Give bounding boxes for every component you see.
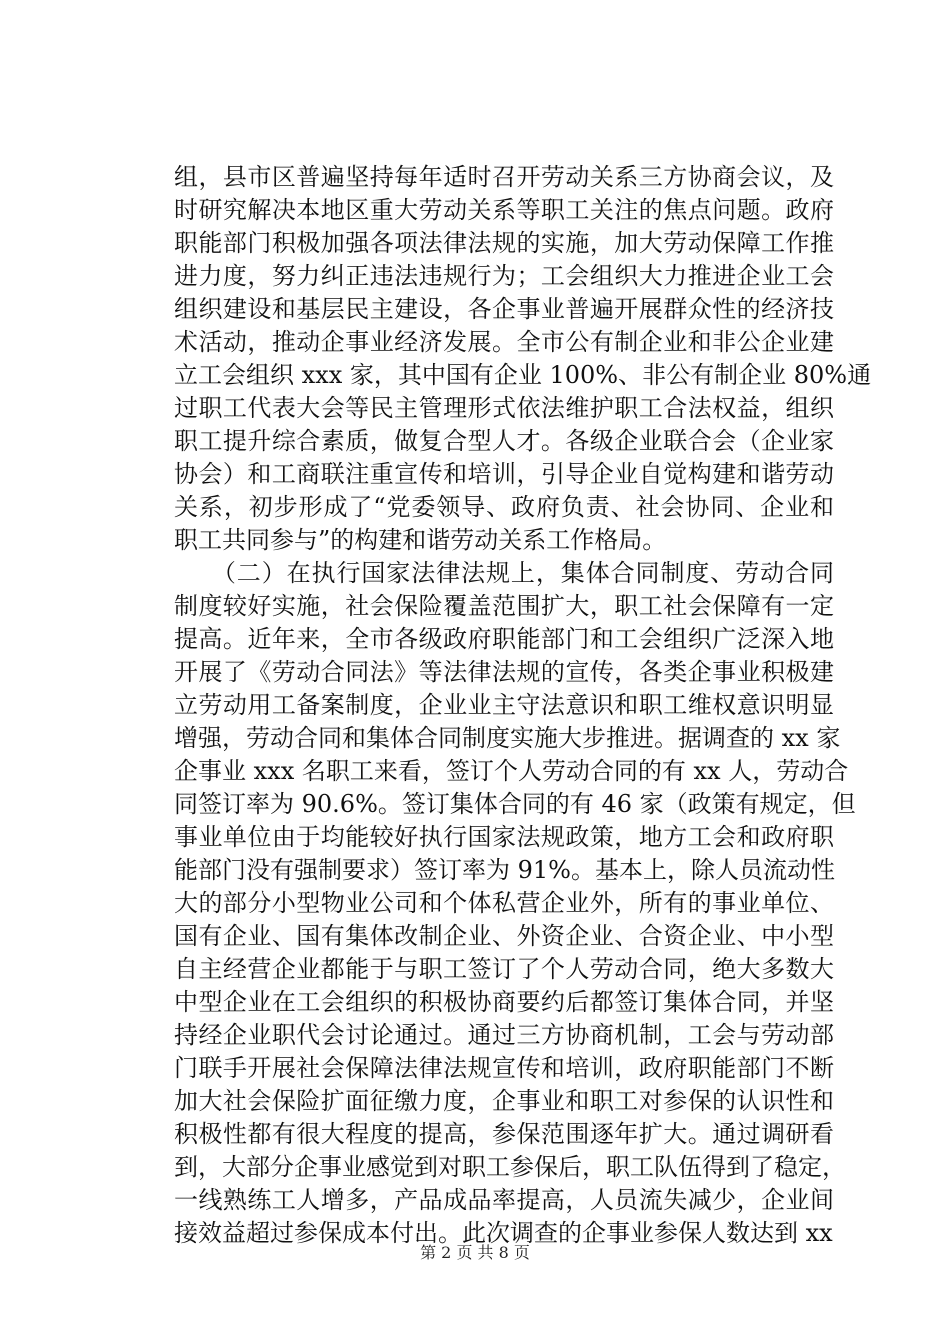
text-line: 能部门没有强制要求）签订率为 91%。基本上，除人员流动性	[174, 856, 835, 884]
text-line: （二）在执行国家法律法规上，集体合同制度、劳动合同	[174, 559, 834, 587]
text-line: 中型企业在工会组织的积极协商要约后都签订集体合同，并坚	[174, 988, 834, 1016]
text-line: 国有企业、国有集体改制企业、外资企业、合资企业、中小型	[174, 922, 834, 950]
text-line: 到，大部分企事业感觉到对职工参保后，职工队伍得到了稳定，	[174, 1153, 846, 1181]
text-line: 加大社会保险扩面征缴力度，企事业和职工对参保的认识性和	[174, 1087, 834, 1115]
text-line: 开展了《劳动合同法》等法律法规的宣传，各类企事业积极建	[174, 658, 834, 686]
text-line: 关系，初步形成了“党委领导、政府负责、社会协同、企业和	[174, 493, 834, 521]
text-line: 协会）和工商联注重宣传和培训，引导企业自觉构建和谐劳动	[174, 460, 834, 488]
text-line: 术活动，推动企事业经济发展。全市公有制企业和非公企业建	[174, 328, 834, 356]
text-line: 接效益超过参保成本付出。此次调查的企事业参保人数达到 xx	[174, 1219, 833, 1247]
text-line: 企事业 xxx 名职工来看，签订个人劳动合同的有 xx 人，劳动合	[174, 757, 849, 785]
text-line: 自主经营企业都能于与职工签订了个人劳动合同，绝大多数大	[174, 955, 834, 983]
text-line: 积极性都有很大程度的提高，参保范围逐年扩大。通过调研看	[174, 1120, 834, 1148]
text-line: 制度较好实施，社会保险覆盖范围扩大，职工社会保障有一定	[174, 592, 834, 620]
text-line: 过职工代表大会等民主管理形式依法维护职工合法权益，组织	[174, 394, 834, 422]
text-line: 提高。近年来，全市各级政府职能部门和工会组织广泛深入地	[174, 625, 834, 653]
text-line: 职工共同参与”的构建和谐劳动关系工作格局。	[174, 526, 667, 554]
text-line: 增强，劳动合同和集体合同制度实施大步推进。据调查的 xx 家	[174, 724, 841, 752]
page-number-footer: 第 2 页 共 8 页	[420, 1243, 530, 1262]
text-line: 同签订率为 90.6%。签订集体合同的有 46 家（政策有规定，但	[174, 790, 856, 818]
text-line: 组织建设和基层民主建设，各企事业普遍开展群众性的经济技	[174, 295, 834, 323]
text-line: 职能部门积极加强各项法律法规的实施，加大劳动保障工作推	[174, 229, 834, 257]
text-line: 时研究解决本地区重大劳动关系等职工关注的焦点问题。政府	[174, 196, 834, 224]
text-line: 持经企业职代会讨论通过。通过三方协商机制，工会与劳动部	[174, 1021, 834, 1049]
text-line: 一线熟练工人增多，产品成品率提高，人员流失减少，企业间	[174, 1186, 834, 1214]
text-line: 进力度，努力纠正违法违规行为；工会组织大力推进企业工会	[174, 262, 834, 290]
text-line: 大的部分小型物业公司和个体私营企业外，所有的事业单位、	[174, 889, 834, 917]
text-line: 事业单位由于均能较好执行国家法规政策，地方工会和政府职	[174, 823, 834, 851]
text-line: 职工提升综合素质，做复合型人才。各级企业联合会（企业家	[174, 427, 834, 455]
text-line: 门联手开展社会保障法律法规宣传和培训，政府职能部门不断	[174, 1054, 834, 1082]
text-line: 组，县市区普遍坚持每年适时召开劳动关系三方协商会议，及	[174, 163, 834, 191]
text-line: 立劳动用工备案制度，企业业主守法意识和职工维权意识明显	[174, 691, 834, 719]
text-line: 立工会组织 xxx 家，其中国有企业 100%、非公有制企业 80%通	[174, 361, 872, 389]
